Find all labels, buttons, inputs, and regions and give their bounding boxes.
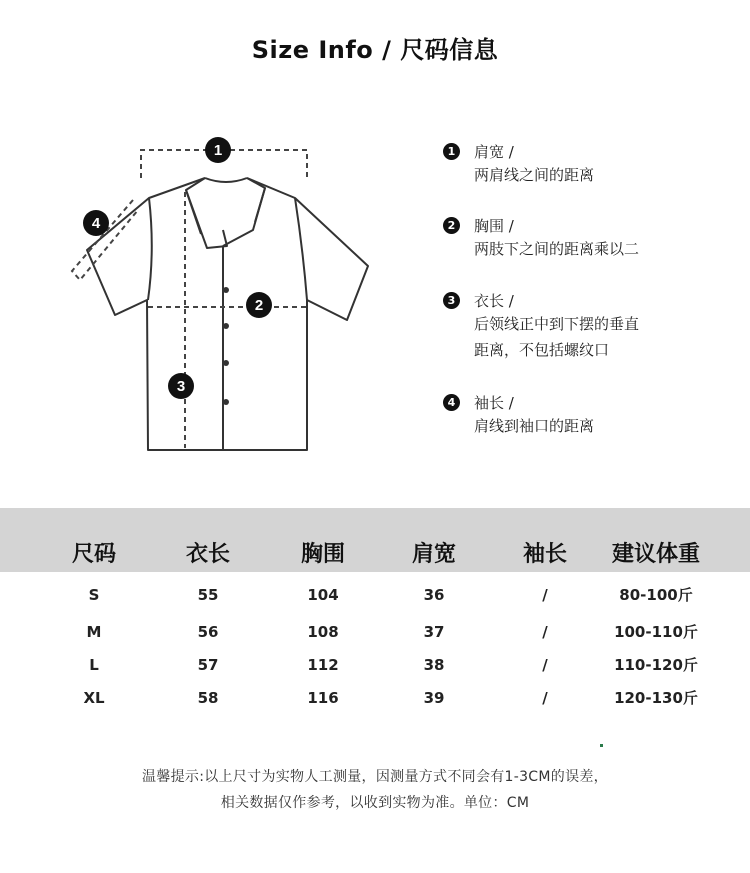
marker-1: 1 xyxy=(213,142,223,159)
table-cell: 100-110斤 xyxy=(614,623,698,641)
legend-desc: 距离，不包括螺纹口 xyxy=(474,341,610,359)
table-cell: 39 xyxy=(423,689,445,707)
table-cell: 57 xyxy=(197,656,219,674)
header-length-text: 衣长 xyxy=(185,542,230,567)
table-cell: 116 xyxy=(307,689,339,707)
header-sleeve-text: 袖长 xyxy=(522,542,567,567)
table-cell: / xyxy=(542,623,548,641)
table-cell: 104 xyxy=(307,586,339,604)
table-cell: XL xyxy=(83,689,105,707)
marker-4: 4 xyxy=(91,215,101,232)
table-cell: 80-100斤 xyxy=(619,586,693,604)
legend-name: 肩宽 / xyxy=(474,142,514,161)
table-row xyxy=(0,585,750,605)
table-row xyxy=(0,622,750,642)
table-cell: 110-120斤 xyxy=(614,656,698,674)
table-cell: 112 xyxy=(307,656,339,674)
shirt-outline-illustration xyxy=(55,130,395,460)
legend-badge: 4 xyxy=(443,394,460,411)
table-cell: 108 xyxy=(307,623,339,641)
marker-3: 3 xyxy=(176,378,186,395)
legend-item-sleeve xyxy=(443,391,743,439)
legend-name: 袖长 / xyxy=(474,393,514,412)
legend-badge: 3 xyxy=(443,292,460,309)
decorative-dot xyxy=(600,744,603,747)
legend-item-length xyxy=(443,289,743,363)
table-cell: 120-130斤 xyxy=(614,689,698,707)
table-cell: 58 xyxy=(197,689,219,707)
legend-name: 胸围 / xyxy=(474,216,514,235)
legend-desc: 两肢下之间的距离乘以二 xyxy=(474,240,640,258)
legend-desc: 肩线到袖口的距离 xyxy=(474,417,595,435)
legend-desc: 两肩线之间的距离 xyxy=(474,166,595,184)
table-row xyxy=(0,688,750,708)
table-cell: 37 xyxy=(423,623,445,641)
header-shoulder-text: 肩宽 xyxy=(411,542,456,567)
legend-item-shoulder xyxy=(443,140,743,188)
marker-group xyxy=(83,137,272,399)
header-weight-text: 建议体重 xyxy=(611,542,700,567)
legend-name: 衣长 / xyxy=(474,291,514,310)
header-size-text: 尺码 xyxy=(71,542,116,567)
legend-badge: 1 xyxy=(443,143,460,160)
table-cell: / xyxy=(542,689,548,707)
shirt-diagram xyxy=(55,130,395,460)
note-line-2: 相关数据仅作参考，以收到实物为准。单位：CM xyxy=(220,795,530,811)
table-cell: / xyxy=(542,586,548,604)
table-cell: M xyxy=(86,623,102,641)
table-cell: L xyxy=(89,656,99,674)
marker-2: 2 xyxy=(254,297,264,314)
table-cell: / xyxy=(542,656,548,674)
legend-desc: 后领线正中到下摆的垂直 xyxy=(474,315,640,333)
note-line-1: 温馨提示:以上尺寸为实物人工测量，因测量方式不同会有1-3CM的误差， xyxy=(142,769,608,785)
header-chest-text: 胸围 xyxy=(300,542,345,567)
table-cell: S xyxy=(88,586,100,604)
table-cell: 38 xyxy=(423,656,445,674)
table-cell: 56 xyxy=(197,623,219,641)
legend-badge: 2 xyxy=(443,217,460,234)
page-title: Size Info / 尺码信息 xyxy=(251,36,499,64)
table-cell: 36 xyxy=(423,586,445,604)
table-cell: 55 xyxy=(197,586,219,604)
table-row xyxy=(0,655,750,675)
legend-item-chest xyxy=(443,214,743,262)
